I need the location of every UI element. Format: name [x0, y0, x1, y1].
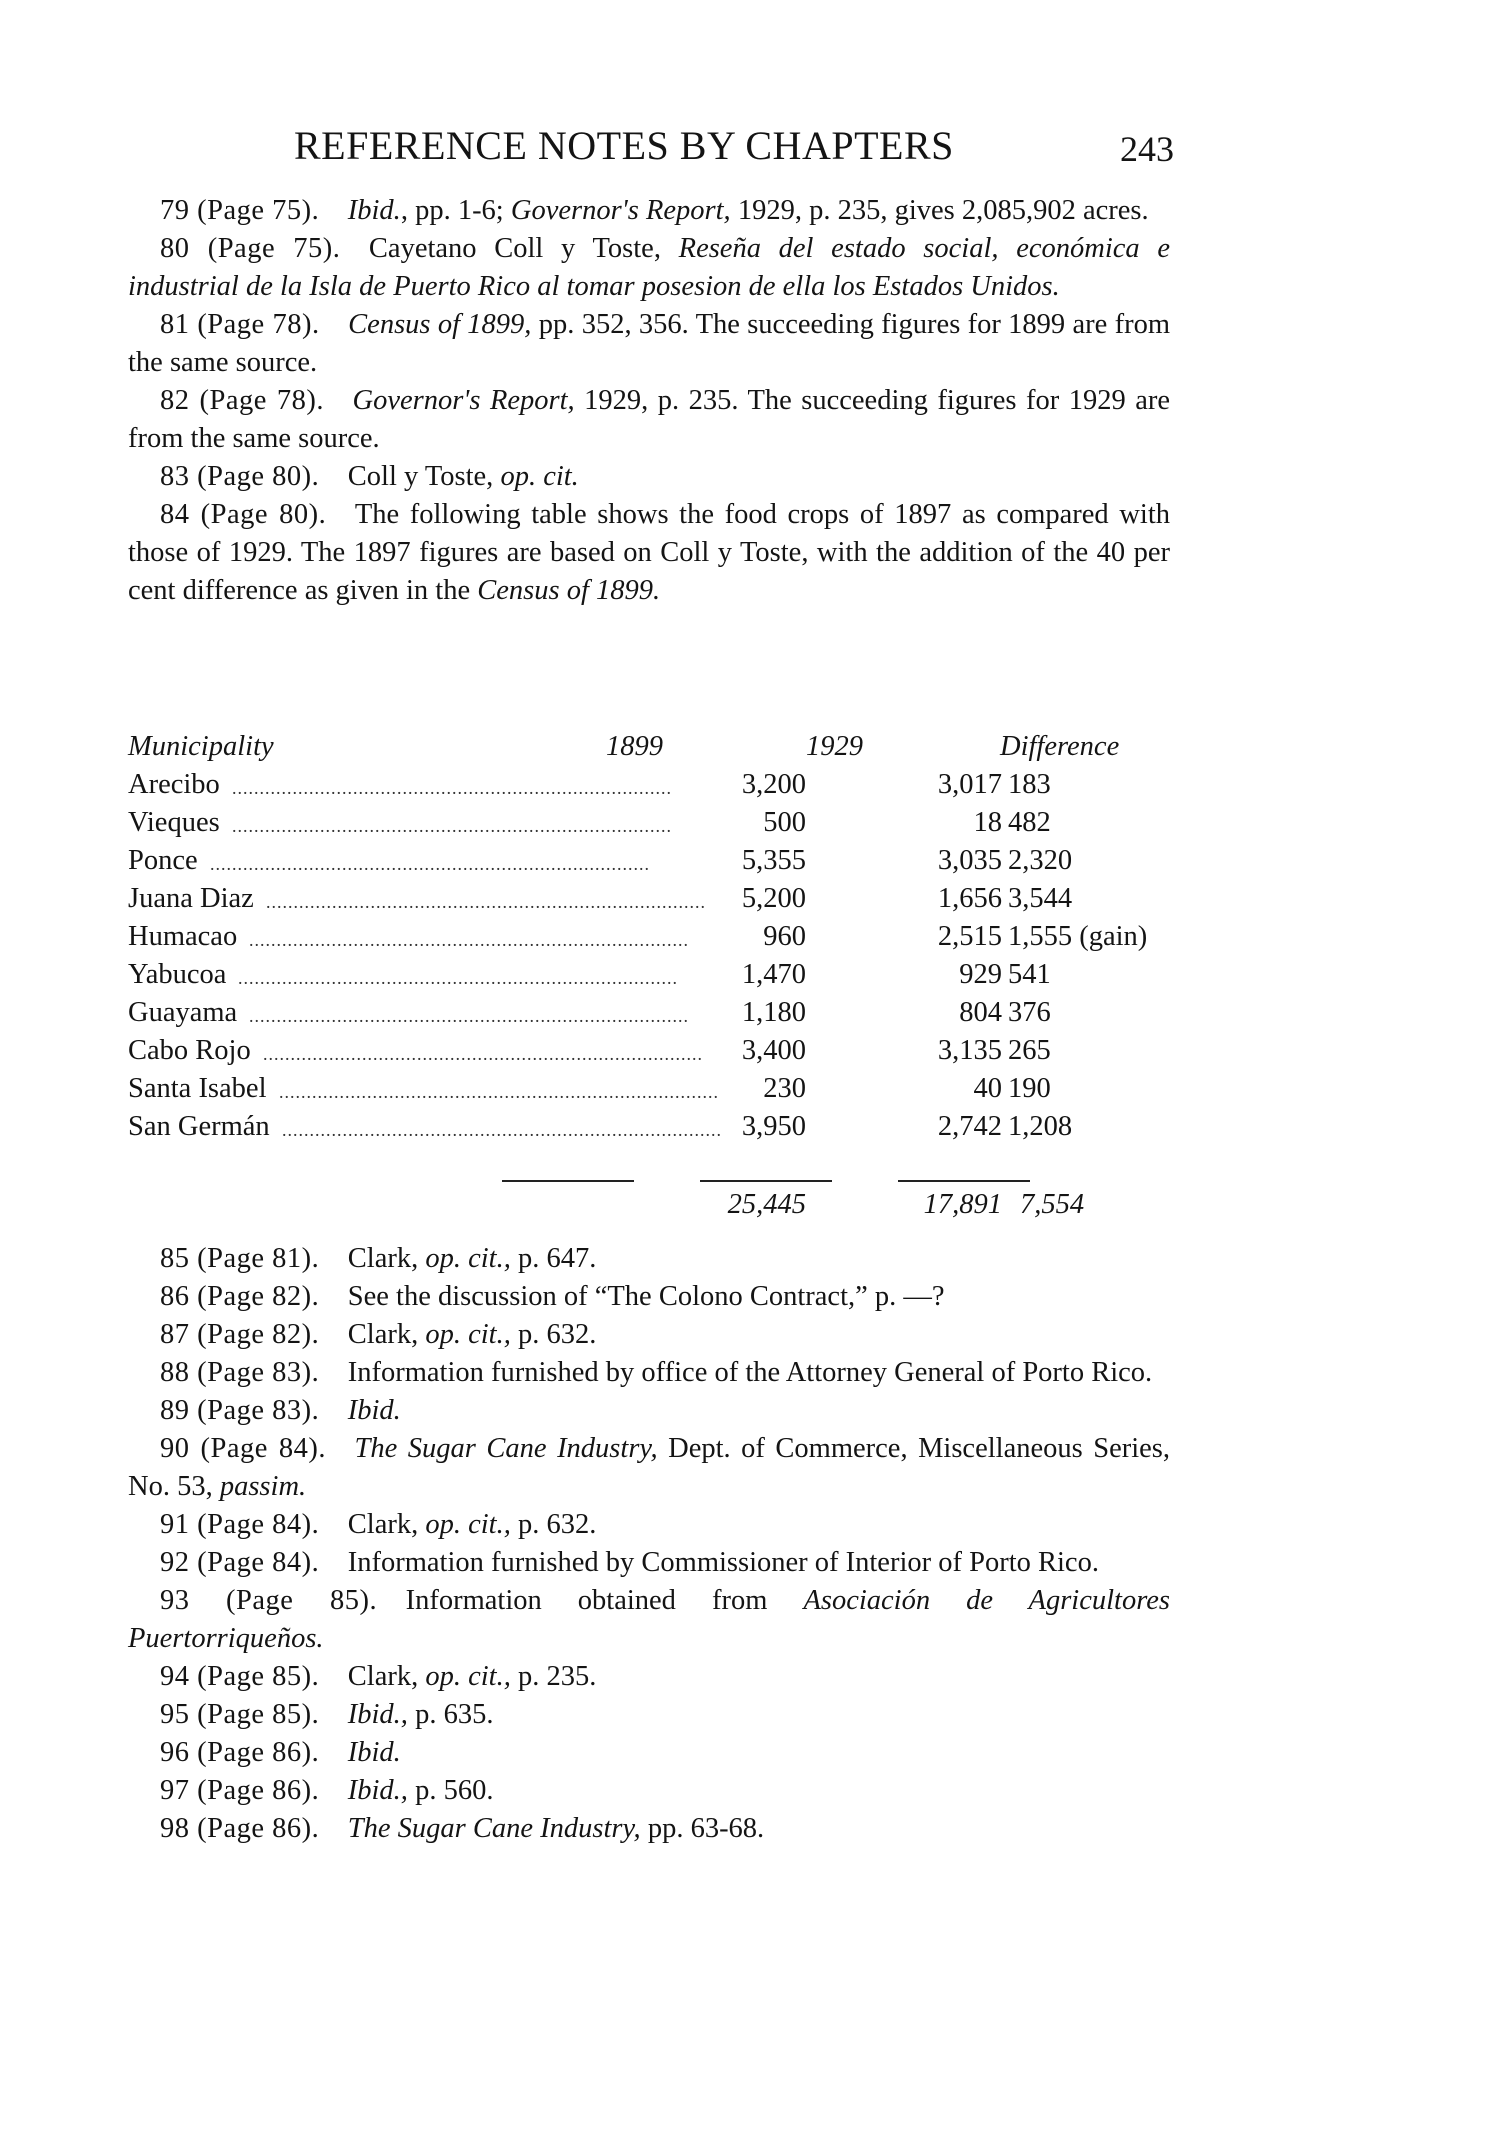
total-1899: 25,445: [727, 1189, 806, 1220]
reference-note: [128, 458, 1170, 496]
reference-notes-bottom: [128, 1240, 1170, 1848]
value-1899: 3,950: [741, 1111, 806, 1142]
table-row: [128, 1108, 1170, 1146]
total-1929: 17,891: [923, 1189, 1002, 1220]
note-text: Information obtained from: [405, 1585, 804, 1616]
note-ref: 82 (Page 78).: [160, 385, 324, 416]
note-italic-text: Governor's Report,: [352, 385, 575, 416]
note-text: Clark,: [347, 1509, 426, 1540]
table-row: [128, 842, 1170, 880]
note-text: p. 632.: [510, 1509, 597, 1540]
note-ref: 79 (Page 75).: [160, 195, 320, 226]
value-1899: 500: [763, 807, 806, 838]
value-difference: 1,208: [1008, 1111, 1073, 1142]
note-italic-text: Census of 1899.: [477, 575, 661, 606]
note-ref: 80 (Page 75).: [160, 233, 341, 264]
value-1929: 18: [973, 807, 1002, 838]
note-italic-text: The Sugar Cane Industry,: [354, 1433, 658, 1464]
note-italic-text: Ibid.,: [347, 1775, 408, 1806]
value-1929: 40: [973, 1073, 1002, 1104]
note-ref: 83 (Page 80).: [160, 461, 320, 492]
note-italic-text: op. cit.,: [425, 1661, 511, 1692]
note-italic-text: op. cit.,: [425, 1509, 511, 1540]
value-1899: 5,200: [741, 883, 806, 914]
note-text: 1929, p. 235. The succeeding figures for 1929 are from the same source.: [128, 385, 1170, 454]
note-ref: 97 (Page 86).: [160, 1775, 320, 1806]
note-italic-text: passim.: [219, 1471, 307, 1502]
reference-note: [128, 496, 1170, 610]
reference-note: [128, 1316, 1170, 1354]
municipality-name: Yabucoa: [128, 959, 227, 990]
note-text: Dept. of Commerce, Miscellaneous Series, No. 53,: [128, 1433, 1170, 1502]
note-italic-text: Ibid.: [347, 195, 401, 226]
totals-row: [128, 1186, 1170, 1230]
note-ref: 87 (Page 82).: [160, 1319, 320, 1350]
reference-note: [128, 1658, 1170, 1696]
reference-note: [128, 1544, 1170, 1582]
rule-difference: [898, 1180, 1030, 1182]
reference-note: [128, 382, 1170, 458]
value-1899: 5,355: [741, 845, 806, 876]
note-text: See the discussion of “The Colono Contract,” p. —?: [347, 1281, 945, 1312]
reference-note: [128, 1696, 1170, 1734]
note-text: The following table shows the food crops of 1897 as compared with those of 1929. The 1897 figures are based on Coll y Toste, with the addition of the 40 per cent difference as given in the: [128, 499, 1170, 606]
table-body: [128, 766, 1170, 1146]
note-ref: 85 (Page 81).: [160, 1243, 320, 1274]
dot-leader: ................................................................................: [210, 854, 650, 874]
note-text: Clark,: [347, 1319, 426, 1350]
note-text: p. 647.: [510, 1243, 597, 1274]
reference-note: [128, 230, 1170, 306]
page-number: 243: [1120, 129, 1174, 169]
note-ref: 96 (Page 86).: [160, 1737, 320, 1768]
note-italic-text: The Sugar Cane Industry,: [347, 1813, 641, 1844]
reference-note: [128, 192, 1170, 230]
reference-note: [128, 1430, 1170, 1506]
dot-leader: ................................................................................: [249, 1006, 689, 1026]
note-ref: 94 (Page 85).: [160, 1661, 320, 1692]
food-crops-table: [128, 728, 1170, 1230]
value-difference: 1,555 (gain): [1008, 921, 1148, 952]
value-difference: 190: [1008, 1073, 1051, 1104]
note-ref: 88 (Page 83).: [160, 1357, 320, 1388]
note-italic-text: op. cit.,: [425, 1319, 511, 1350]
rule-1899: [502, 1180, 634, 1182]
table-row: [128, 804, 1170, 842]
municipality-name: Santa Isabel: [128, 1073, 267, 1104]
value-1899: 230: [763, 1073, 806, 1104]
value-1929: 3,017: [937, 769, 1002, 800]
value-difference: 376: [1008, 997, 1051, 1028]
note-italic-text: Census of 1899,: [348, 309, 532, 340]
note-italic-text: Ibid.,: [347, 1699, 408, 1730]
note-italic-text: Ibid.: [347, 1737, 401, 1768]
dot-leader: ................................................................................: [282, 1120, 722, 1140]
dot-leader: ................................................................................: [238, 968, 678, 988]
reference-note: [128, 306, 1170, 382]
note-text: Clark,: [347, 1661, 426, 1692]
reference-note: [128, 1810, 1170, 1848]
note-italic-text: Governor's Report,: [510, 195, 731, 226]
municipality-name: San Germán: [128, 1111, 270, 1142]
total-difference: 7,554: [1020, 1189, 1085, 1220]
running-head: REFERENCE NOTES BY CHAPTERS: [294, 123, 954, 168]
municipality-name: Arecibo: [128, 769, 220, 800]
value-1929: 3,135: [937, 1035, 1002, 1066]
municipality-name: Humacao: [128, 921, 238, 952]
note-text: Coll y Toste,: [347, 461, 501, 492]
header-1899: 1899: [606, 731, 663, 762]
rule-1929: [700, 1180, 832, 1182]
note-text: 1929, p. 235, gives 2,085,902 acres.: [730, 195, 1149, 226]
table-row: [128, 918, 1170, 956]
value-1929: 804: [959, 997, 1002, 1028]
value-1929: 2,742: [937, 1111, 1002, 1142]
note-ref: 95 (Page 85).: [160, 1699, 320, 1730]
note-ref: 90 (Page 84).: [160, 1433, 327, 1464]
note-text: , pp. 1-6;: [400, 195, 511, 226]
note-ref: 81 (Page 78).: [160, 309, 320, 340]
value-1899: 3,200: [741, 769, 806, 800]
note-text: p. 632.: [510, 1319, 597, 1350]
table-row: [128, 880, 1170, 918]
reference-note: [128, 1354, 1170, 1392]
dot-leader: ................................................................................: [279, 1082, 719, 1102]
note-italic-text: Ibid.: [347, 1395, 401, 1426]
total-rules: [128, 1146, 1170, 1186]
table-row: [128, 1032, 1170, 1070]
note-text: Clark,: [347, 1243, 426, 1274]
table-row: [128, 766, 1170, 804]
note-ref: 89 (Page 83).: [160, 1395, 320, 1426]
note-ref: 91 (Page 84).: [160, 1509, 320, 1540]
note-italic-text: op. cit.: [500, 461, 579, 492]
dot-leader: ................................................................................: [249, 930, 689, 950]
reference-note: [128, 1506, 1170, 1544]
value-1929: 1,656: [937, 883, 1002, 914]
reference-note: [128, 1392, 1170, 1430]
value-1899: 1,180: [741, 997, 806, 1028]
note-text: p. 635.: [407, 1699, 494, 1730]
value-difference: 2,320: [1008, 845, 1073, 876]
value-difference: 265: [1008, 1035, 1051, 1066]
note-italic-text: op. cit.,: [425, 1243, 511, 1274]
page-header: [294, 122, 1174, 182]
note-ref: 98 (Page 86).: [160, 1813, 320, 1844]
dot-leader: ................................................................................: [266, 892, 706, 912]
table-header-row: [128, 728, 1170, 766]
note-text: Cayetano Coll y Toste,: [368, 233, 679, 264]
note-italic-text: Reseña del estado social, económica e industrial de la Isla de Puerto Rico al tomar posesion de ella los Estados Unidos.: [128, 233, 1170, 302]
note-text: pp. 63-68.: [640, 1813, 765, 1844]
value-1899: 1,470: [741, 959, 806, 990]
reference-note: [128, 1240, 1170, 1278]
note-text: p. 560.: [407, 1775, 494, 1806]
header-difference: Difference: [1000, 731, 1120, 762]
table-row: [128, 1070, 1170, 1108]
value-difference: 183: [1008, 769, 1051, 800]
municipality-name: Cabo Rojo: [128, 1035, 251, 1066]
dot-leader: ................................................................................: [263, 1044, 703, 1064]
value-1929: 929: [959, 959, 1002, 990]
municipality-name: Guayama: [128, 997, 238, 1028]
municipality-name: Ponce: [128, 845, 198, 876]
note-text: Information furnished by office of the Attorney General of Porto Rico.: [347, 1357, 1153, 1388]
note-ref: 86 (Page 82).: [160, 1281, 320, 1312]
note-text: p. 235.: [510, 1661, 597, 1692]
reference-notes-top: [128, 192, 1170, 610]
municipality-name: Juana Diaz: [128, 883, 254, 914]
value-difference: 3,544: [1008, 883, 1073, 914]
header-1929: 1929: [806, 731, 863, 762]
value-difference: 482: [1008, 807, 1051, 838]
reference-note: [128, 1734, 1170, 1772]
header-municipality: Municipality: [128, 731, 274, 762]
municipality-name: Vieques: [128, 807, 220, 838]
value-difference: 541: [1008, 959, 1051, 990]
note-text: pp. 352, 356. The succeeding figures for 1899 are from the same source.: [128, 309, 1170, 378]
dot-leader: ................................................................................: [232, 816, 672, 836]
note-ref: 93 (Page 85).: [160, 1585, 378, 1616]
table-row: [128, 956, 1170, 994]
value-1899: 3,400: [741, 1035, 806, 1066]
reference-note: [128, 1582, 1170, 1658]
table-row: [128, 994, 1170, 1032]
note-ref: 84 (Page 80).: [160, 499, 327, 530]
value-1929: 2,515: [937, 921, 1002, 952]
reference-note: [128, 1278, 1170, 1316]
note-italic-text: Asociación de Agricultores Puertorriqueños.: [128, 1585, 1170, 1654]
reference-note: [128, 1772, 1170, 1810]
value-1899: 960: [763, 921, 806, 952]
note-text: Information furnished by Commissioner of Interior of Porto Rico.: [347, 1547, 1099, 1578]
value-1929: 3,035: [937, 845, 1002, 876]
dot-leader: ................................................................................: [232, 778, 672, 798]
note-ref: 92 (Page 84).: [160, 1547, 320, 1578]
